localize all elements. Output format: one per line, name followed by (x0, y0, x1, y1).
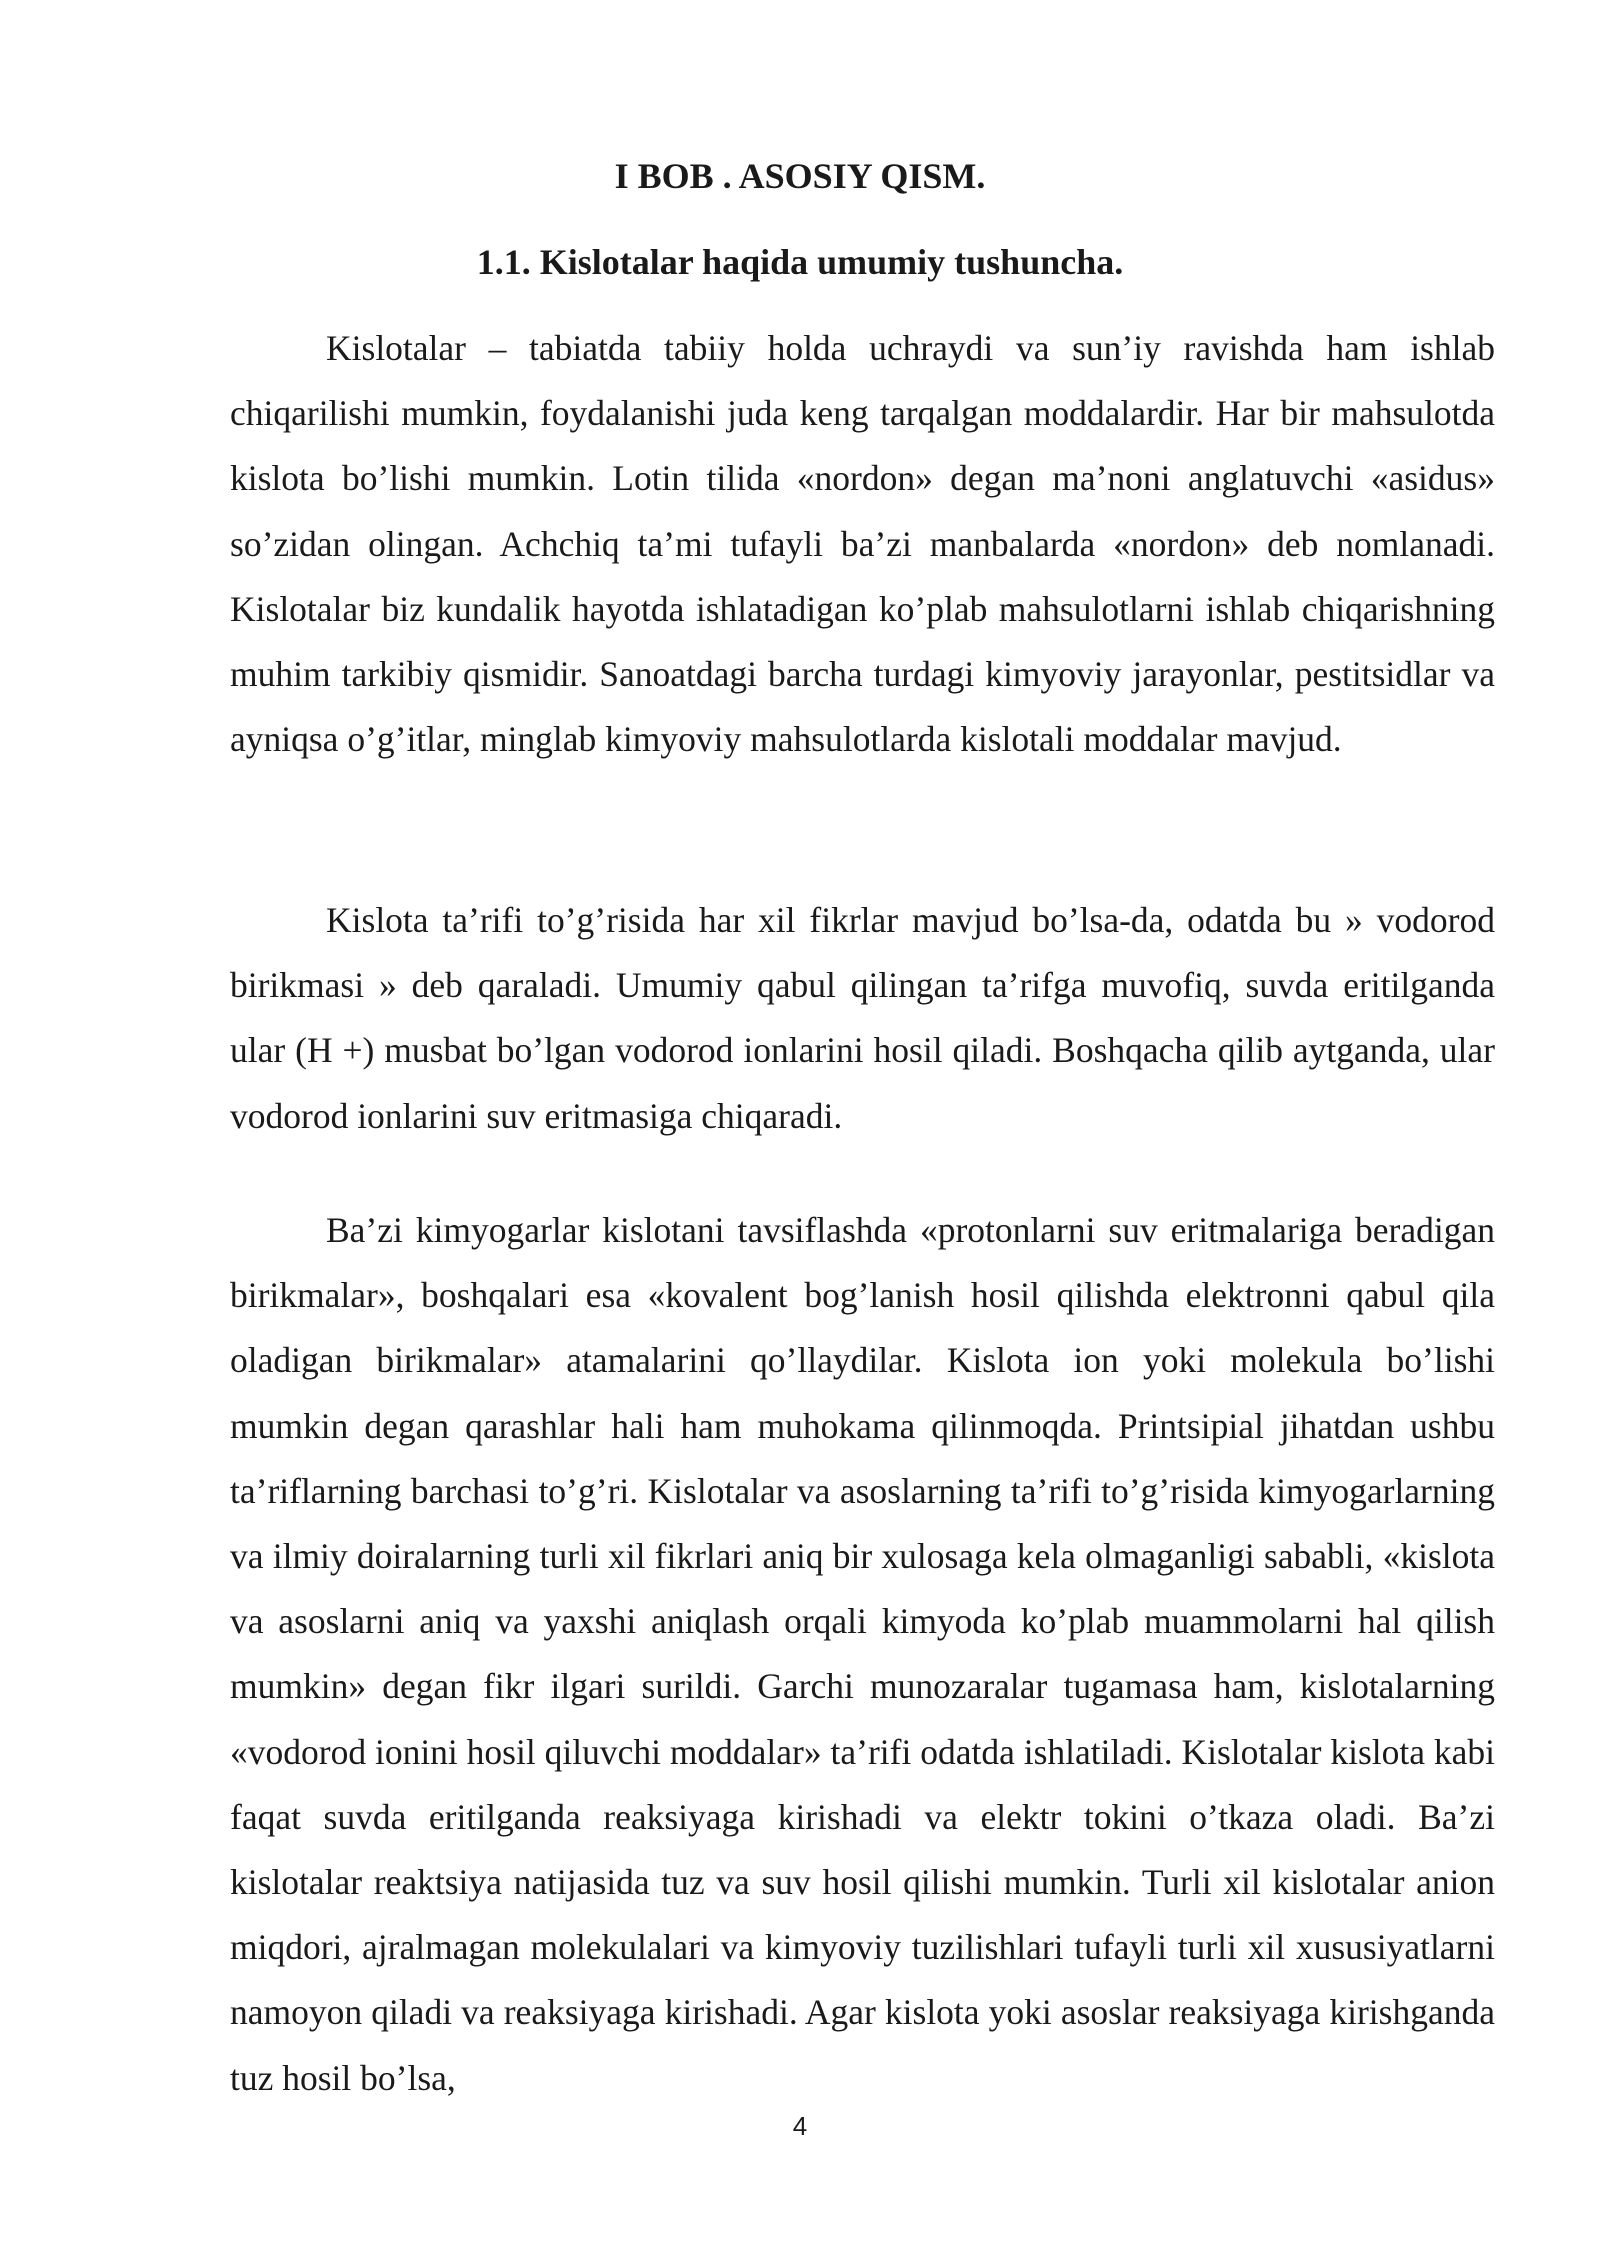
section-title: 1.1. Kislotalar haqida umumiy tushuncha. (476, 242, 1124, 282)
paragraph-1-block (230, 316, 1495, 772)
paragraph: Kislota ta’rifi to’g’risida har xil fikrlar mavjud bo’lsa-da, odatda bu » vodorod birikmasi » deb qaraladi. Umumiy qabul qilingan ta’rifga muvofiq, suvda eritilganda ular (H +) musbat bo’lgan vodorod ionlarini hosil qiladi. Boshqacha qilib aytganda, ular vodorod ionlarini suv eritmasiga chiqaradi. (230, 900, 1495, 1136)
paragraph: Ba’zi kimyogarlar kislotani tavsiflashda «protonlarni suv eritmalariga beradigan birikmalar», boshqalari esa «kovalent bog’lanish hosil qilishda elektronni qabul qila oladigan birikmalar» atamalarini qo’llaydilar. Kislota ion yoki molekula bo’lishi mumkin degan qarashlar hali ham muhokama qilinmoqda. Printsipial jihatdan ushbu ta’riflarning barchasi to’g’ri. Kislotalar va asoslarning ta’rifi to’g’risida kimyogarlarning va ilmiy doiralarning turli xil fikrlari aniq bir xulosaga kela olmaganligi sababli, «kislota va asoslarni aniq va yaxshi aniqlash orqali kimyoda ko’plab muammolarni hal qilish mumkin» degan fikr ilgari surildi. Garchi munozaralar tugamasa ham, kislotalarning «vodorod ionini hosil qiluvchi moddalar» ta’rifi odatda ishlatiladi. Kislotalar kislota kabi faqat suvda eritilganda reaksiyaga kirishadi va elektr tokini o’tkaza oladi. Ba’zi kislotalar reaktsiya natijasida tuz va suv hosil qilishi mumkin. Turli xil kislotalar anion miqdori, ajralmagan molekulalari va kimyoviy tuzilishlari tufayli turli xil xususiyatlarni namoyon qiladi va reaksiyaga kirishadi. Agar kislota yoki asoslar reaksiyaga kirishganda tuz hosil bo’lsa, (230, 1210, 1495, 2098)
paragraph: Kislotalar – tabiatda tabiiy holda uchraydi va sun’iy ravishda ham ishlab chiqarilishi mumkin, foydalanishi juda keng tarqalgan moddalardir. Har bir mahsulotda kislota bo’lishi mumkin. Lotin tilida «nordon» degan ma’noni anglatuvchi «asidus» so’zidan olingan. Achchiq ta’mi tufayli ba’zi manbalarda «nordon» deb nomlanadi. Kislotalar biz kundalik hayotda ishlatadigan ko’plab mahsulotlarni ishlab chiqarishning muhim tarkibiy qismidir. Sanoatdagi barcha turdagi kimyoviy jarayonlar, pestitsidlar va ayniqsa o’g’itlar, minglab kimyoviy mahsulotlarda kislotali moddalar mavjud. (230, 328, 1495, 760)
paragraph-3-block (230, 1198, 1495, 2111)
paragraph-2-block (230, 888, 1495, 1149)
chapter-title: I BOB . ASOSIY QISM. (614, 156, 986, 196)
page-number: 4 (792, 2111, 808, 2141)
